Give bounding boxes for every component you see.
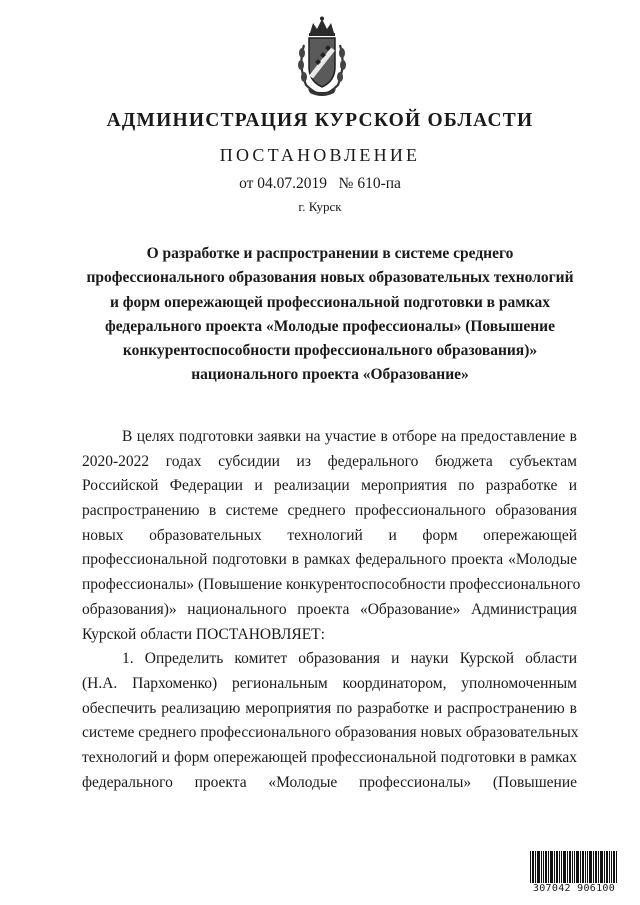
body-line: 1. Определить комитет образования и науки Курской области <box>122 650 577 668</box>
body-line: 2020-2022 годах субсидии из федерального бюджета субъектам <box>82 452 577 470</box>
body-line: В целях подготовки заявки на участие в отборе на предоставление в <box>122 428 577 445</box>
body-line: образования)» национального проекта «Образование» Администрация <box>82 600 577 618</box>
document-title <box>60 242 600 388</box>
body-line: Курской области ПОСТАНОВЛЯЕТ: <box>82 625 325 643</box>
city: г. Курск <box>298 199 342 214</box>
document-number: № 610-па <box>338 175 401 192</box>
body-line: новых образовательных технологий и форм опережающей <box>82 526 577 544</box>
document-type: ПОСТАНОВЛЕНИЕ <box>219 145 421 165</box>
document-date: от 04.07.2019 <box>239 175 328 192</box>
title-line: О разработке и распространении в системе среднего <box>146 245 514 262</box>
title-line: конкурентоспособности профессионального образования)» <box>122 342 538 360</box>
date-number-line <box>0 175 640 193</box>
body-line: системе среднего профессионального образования новых образовательных <box>82 724 579 742</box>
title-line: национального проекта «Образование» <box>191 366 469 384</box>
body-line: распространению в системе среднего профессионального образования <box>82 502 577 520</box>
barcode-number: 307042 906100 <box>530 883 618 894</box>
body-line: технологий и форм опережающей профессиональной подготовки в рамках <box>82 748 577 766</box>
body-line: федерального проекта «Молодые профессионалы» (Повышение <box>82 773 577 791</box>
coat-of-arms-icon <box>296 15 348 97</box>
body-line: Российской Федерации и реализации мероприятия по разработке и <box>82 477 577 495</box>
body-line: обеспечить реализацию мероприятия по разработке и распространению в <box>82 699 577 717</box>
title-line: профессионального образования новых образовательных технологий <box>86 269 574 287</box>
body-line: профессионалы» (Повышение конкурентоспособности профессионального <box>82 576 581 594</box>
document-body <box>82 425 581 795</box>
title-line: федерального проекта «Молодые профессионалы» (Повышение <box>105 317 555 335</box>
organization-name: АДМИНИСТРАЦИЯ КУРСКОЙ ОБЛАСТИ <box>106 110 534 131</box>
body-line: (Н.А. Пархоменко) региональным координатором, уполномоченным <box>82 674 577 692</box>
title-line: и форм опережающей профессиональной подготовки в рамках <box>109 293 551 311</box>
body-line: профессиональной подготовки в рамках федерального проекта «Молодые <box>82 551 577 569</box>
